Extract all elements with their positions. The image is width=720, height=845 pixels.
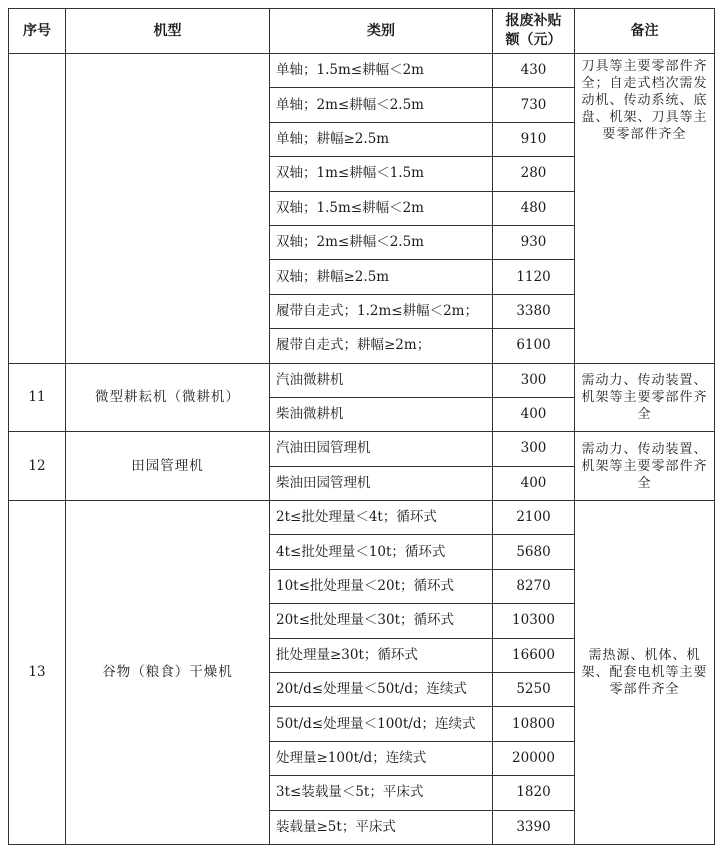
table-body bbox=[9, 54, 715, 845]
category-cell: 3t≤装载量＜5t；平床式 bbox=[270, 776, 493, 810]
subsidy-amount: 8270 bbox=[493, 569, 575, 603]
category-cell: 单轴；2m≤耕幅＜2.5m bbox=[270, 88, 493, 122]
table-row bbox=[9, 54, 715, 88]
category-cell: 汽油田园管理机 bbox=[270, 432, 493, 466]
subsidy-amount: 20000 bbox=[493, 741, 575, 775]
category-cell: 处理量≥100t/d；连续式 bbox=[270, 741, 493, 775]
header-category: 类别 bbox=[270, 9, 493, 54]
subsidy-amount: 930 bbox=[493, 225, 575, 259]
category-cell: 双轴；1m≤耕幅＜1.5m bbox=[270, 157, 493, 191]
remark-cell: 刀具等主要零部件齐全；自走式档次需发动机、传动系统、底盘、机架、刀具等主要零部件齐全 bbox=[575, 54, 715, 364]
subsidy-amount: 3380 bbox=[493, 294, 575, 328]
subsidy-amount: 300 bbox=[493, 432, 575, 466]
category-cell: 装载量≥5t；平床式 bbox=[270, 810, 493, 844]
category-cell: 2t≤批处理量＜4t；循环式 bbox=[270, 501, 493, 535]
subsidy-table-wrapper bbox=[8, 8, 715, 845]
row-number: 11 bbox=[9, 363, 66, 432]
category-cell: 汽油微耕机 bbox=[270, 363, 493, 397]
subsidy-amount: 5250 bbox=[493, 673, 575, 707]
machine-model bbox=[66, 54, 270, 364]
remark-cell: 需动力、传动装置、机架等主要零部件齐全 bbox=[575, 432, 715, 501]
subsidy-amount: 430 bbox=[493, 54, 575, 88]
subsidy-amount: 10800 bbox=[493, 707, 575, 741]
remark-cell: 需热源、机体、机架、配套电机等主要零部件齐全 bbox=[575, 501, 715, 845]
subsidy-amount: 5680 bbox=[493, 535, 575, 569]
table-row bbox=[9, 363, 715, 397]
category-cell: 4t≤批处理量＜10t；循环式 bbox=[270, 535, 493, 569]
table-row bbox=[9, 432, 715, 466]
category-cell: 履带自走式；1.2m≤耕幅＜2m； bbox=[270, 294, 493, 328]
row-number: 12 bbox=[9, 432, 66, 501]
category-cell: 10t≤批处理量＜20t；循环式 bbox=[270, 569, 493, 603]
subsidy-amount: 10300 bbox=[493, 604, 575, 638]
category-cell: 履带自走式；耕幅≥2m； bbox=[270, 329, 493, 363]
table-row bbox=[9, 501, 715, 535]
subsidy-amount: 400 bbox=[493, 466, 575, 500]
subsidy-amount: 6100 bbox=[493, 329, 575, 363]
subsidy-amount: 910 bbox=[493, 122, 575, 156]
header-row bbox=[9, 9, 715, 54]
subsidy-amount: 1120 bbox=[493, 260, 575, 294]
category-cell: 双轴；1.5m≤耕幅＜2m bbox=[270, 191, 493, 225]
category-cell: 柴油田园管理机 bbox=[270, 466, 493, 500]
machine-model: 谷物（粮食）干燥机 bbox=[66, 501, 270, 845]
subsidy-amount: 16600 bbox=[493, 638, 575, 672]
category-cell: 批处理量≥30t；循环式 bbox=[270, 638, 493, 672]
category-cell: 50t/d≤处理量＜100t/d；连续式 bbox=[270, 707, 493, 741]
header-subsidy: 报废补贴额（元） bbox=[493, 9, 575, 54]
category-cell: 双轴；耕幅≥2.5m bbox=[270, 260, 493, 294]
subsidy-amount: 730 bbox=[493, 88, 575, 122]
subsidy-table bbox=[8, 8, 715, 845]
subsidy-amount: 400 bbox=[493, 397, 575, 431]
category-cell: 单轴；1.5m≤耕幅＜2m bbox=[270, 54, 493, 88]
category-cell: 20t/d≤处理量＜50t/d；连续式 bbox=[270, 673, 493, 707]
remark-cell: 需动力、传动装置、机架等主要零部件齐全 bbox=[575, 363, 715, 432]
category-cell: 双轴；2m≤耕幅＜2.5m bbox=[270, 225, 493, 259]
category-cell: 单轴；耕幅≥2.5m bbox=[270, 122, 493, 156]
row-number bbox=[9, 54, 66, 364]
category-cell: 柴油微耕机 bbox=[270, 397, 493, 431]
row-number: 13 bbox=[9, 501, 66, 845]
machine-model: 微型耕耘机（微耕机） bbox=[66, 363, 270, 432]
header-no: 序号 bbox=[9, 9, 66, 54]
subsidy-amount: 3390 bbox=[493, 810, 575, 844]
category-cell: 20t≤批处理量＜30t；循环式 bbox=[270, 604, 493, 638]
subsidy-amount: 300 bbox=[493, 363, 575, 397]
subsidy-amount: 1820 bbox=[493, 776, 575, 810]
header-note: 备注 bbox=[575, 9, 715, 54]
subsidy-amount: 280 bbox=[493, 157, 575, 191]
machine-model: 田园管理机 bbox=[66, 432, 270, 501]
header-model: 机型 bbox=[66, 9, 270, 54]
subsidy-amount: 480 bbox=[493, 191, 575, 225]
subsidy-amount: 2100 bbox=[493, 501, 575, 535]
